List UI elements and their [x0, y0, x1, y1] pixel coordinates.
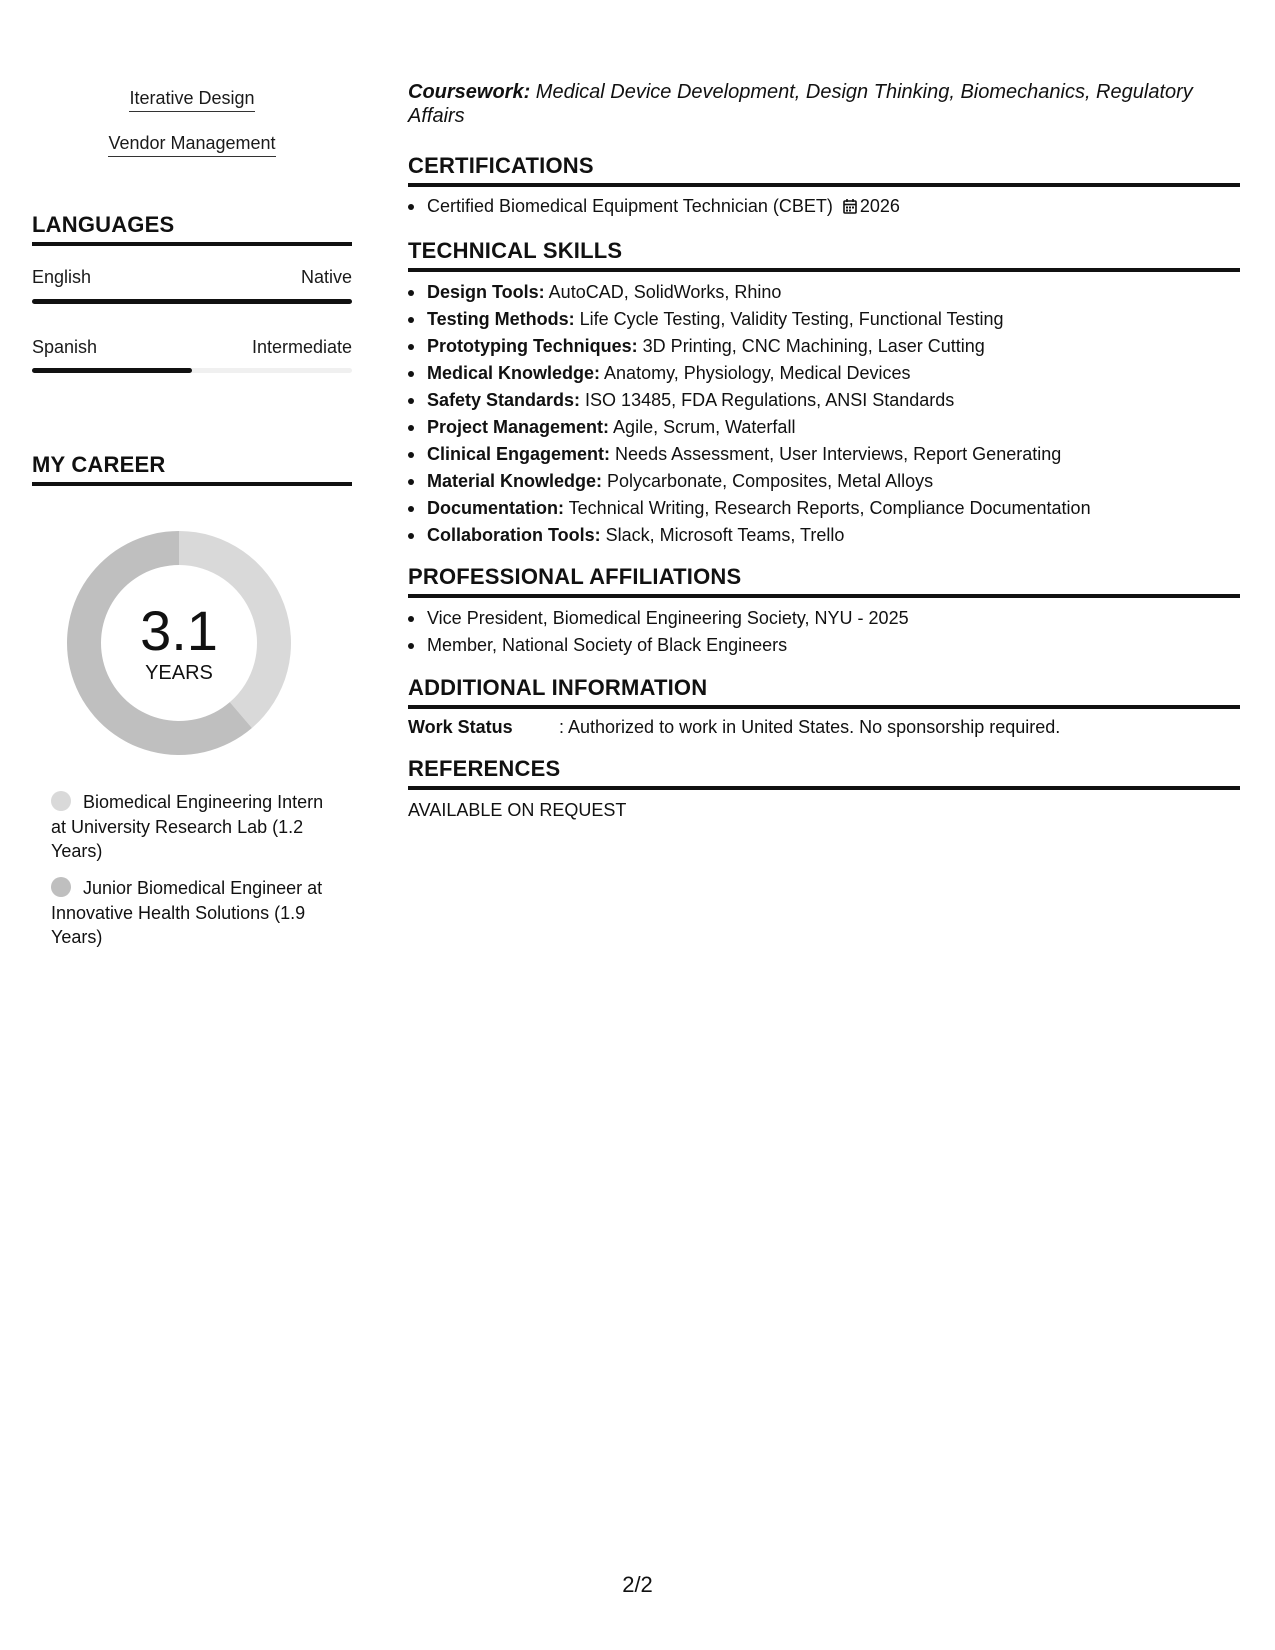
skill-text: Agile, Scrum, Waterfall — [609, 417, 796, 437]
certifications-heading: CERTIFICATIONS — [408, 153, 1240, 187]
list-item — [408, 387, 1240, 414]
certification-year: 2026 — [859, 196, 900, 216]
list-item — [408, 468, 1240, 495]
skill-tag-label: Iterative Design — [129, 88, 254, 112]
list-item — [408, 414, 1240, 441]
skill-label: Design Tools: — [427, 282, 545, 302]
list-item — [408, 360, 1240, 387]
skill-tag — [32, 133, 352, 157]
language-level: Intermediate — [251, 337, 352, 357]
coursework-label: Coursework: — [408, 81, 531, 103]
additional-info-section — [408, 675, 1240, 741]
legend-dot-icon — [51, 877, 71, 897]
references-text: AVAILABLE ON REQUEST — [408, 800, 627, 820]
page-number: 2/2 — [622, 1572, 653, 1597]
languages-heading: LANGUAGES — [32, 212, 352, 246]
career-legend-text: Biomedical Engineering Intern at University Research Lab (1.2 Years) — [51, 792, 324, 861]
skill-label: Documentation: — [427, 498, 564, 518]
career-legend-item — [51, 876, 341, 950]
skill-text: AutoCAD, SolidWorks, Rhino — [544, 282, 782, 302]
skill-label: Safety Standards: — [427, 390, 581, 410]
skill-label: Clinical Engagement: — [427, 444, 611, 464]
skill-label: Collaboration Tools: — [427, 525, 601, 545]
references-section — [408, 756, 1240, 821]
skill-label: Prototyping Techniques: — [427, 336, 638, 356]
career-total-unit: YEARS — [145, 662, 213, 684]
list-item — [408, 193, 1240, 220]
skill-tag — [32, 88, 352, 112]
list-item: Vice President, Biomedical Engineering Society, NYU - 2025 — [408, 605, 1240, 632]
language-proficiency-bar — [32, 299, 352, 304]
skill-text: Life Cycle Testing, Validity Testing, Functional Testing — [574, 309, 1004, 329]
affiliations-section — [408, 564, 1240, 659]
affiliations-list — [408, 605, 1240, 659]
certifications-section — [408, 153, 1240, 220]
skill-text: Technical Writing, Research Reports, Compliance Documentation — [564, 498, 1091, 518]
career-donut-chart — [65, 529, 293, 757]
language-proficiency-fill — [32, 299, 352, 304]
skill-text: 3D Printing, CNC Machining, Laser Cutting — [637, 336, 985, 356]
skill-label: Medical Knowledge: — [427, 363, 601, 383]
career-total-value: 3.1 — [140, 599, 218, 662]
language-name: English — [32, 267, 92, 287]
skill-text: Needs Assessment, User Interviews, Report Generating — [610, 444, 1062, 464]
career-heading: MY CAREER — [32, 452, 352, 486]
work-status-row — [408, 717, 1240, 741]
legend-dot-icon — [51, 791, 71, 811]
skill-text: ISO 13485, FDA Regulations, ANSI Standards — [580, 390, 955, 410]
list-item — [408, 279, 1240, 306]
skill-tag-label: Vendor Management — [108, 133, 275, 157]
list-item — [408, 306, 1240, 333]
work-status-label: Work Status — [408, 717, 513, 737]
coursework — [408, 80, 1240, 128]
list-item — [408, 495, 1240, 522]
list-item — [408, 522, 1240, 549]
additional-info-heading: ADDITIONAL INFORMATION — [408, 675, 1240, 709]
coursework-text: Medical Device Development, Design Thinking, Biomechanics, Regulatory Affairs — [408, 81, 1193, 127]
language-name: Spanish — [32, 337, 98, 357]
references-heading: REFERENCES — [408, 756, 1240, 790]
list-item: Member, National Society of Black Engineers — [408, 632, 1240, 659]
language-proficiency-fill — [32, 368, 192, 373]
skill-text: Slack, Microsoft Teams, Trello — [600, 525, 845, 545]
skill-text: Anatomy, Physiology, Medical Devices — [600, 363, 911, 383]
language-proficiency-bar — [32, 368, 352, 373]
technical-skills-heading: TECHNICAL SKILLS — [408, 238, 1240, 272]
certification-name: Certified Biomedical Equipment Technician (CBET) — [427, 196, 833, 216]
skill-label: Material Knowledge: — [427, 471, 603, 491]
technical-skills-list — [408, 279, 1240, 549]
skill-label: Project Management: — [427, 417, 610, 437]
language-level: Native — [300, 267, 352, 287]
skill-label: Testing Methods: — [427, 309, 575, 329]
calendar-icon — [843, 198, 857, 214]
work-status-value: : Authorized to work in United States. No sponsorship required. — [559, 717, 1061, 737]
career-legend-text: Junior Biomedical Engineer at Innovative Health Solutions (1.9 Years) — [51, 878, 323, 947]
career-legend-item — [51, 790, 341, 864]
list-item — [408, 441, 1240, 468]
career-donut-center — [65, 529, 293, 757]
technical-skills-section — [408, 238, 1240, 549]
skill-text: Polycarbonate, Composites, Metal Alloys — [602, 471, 934, 491]
certifications-list — [408, 193, 1240, 220]
list-item — [408, 333, 1240, 360]
affiliations-heading: PROFESSIONAL AFFILIATIONS — [408, 564, 1240, 598]
